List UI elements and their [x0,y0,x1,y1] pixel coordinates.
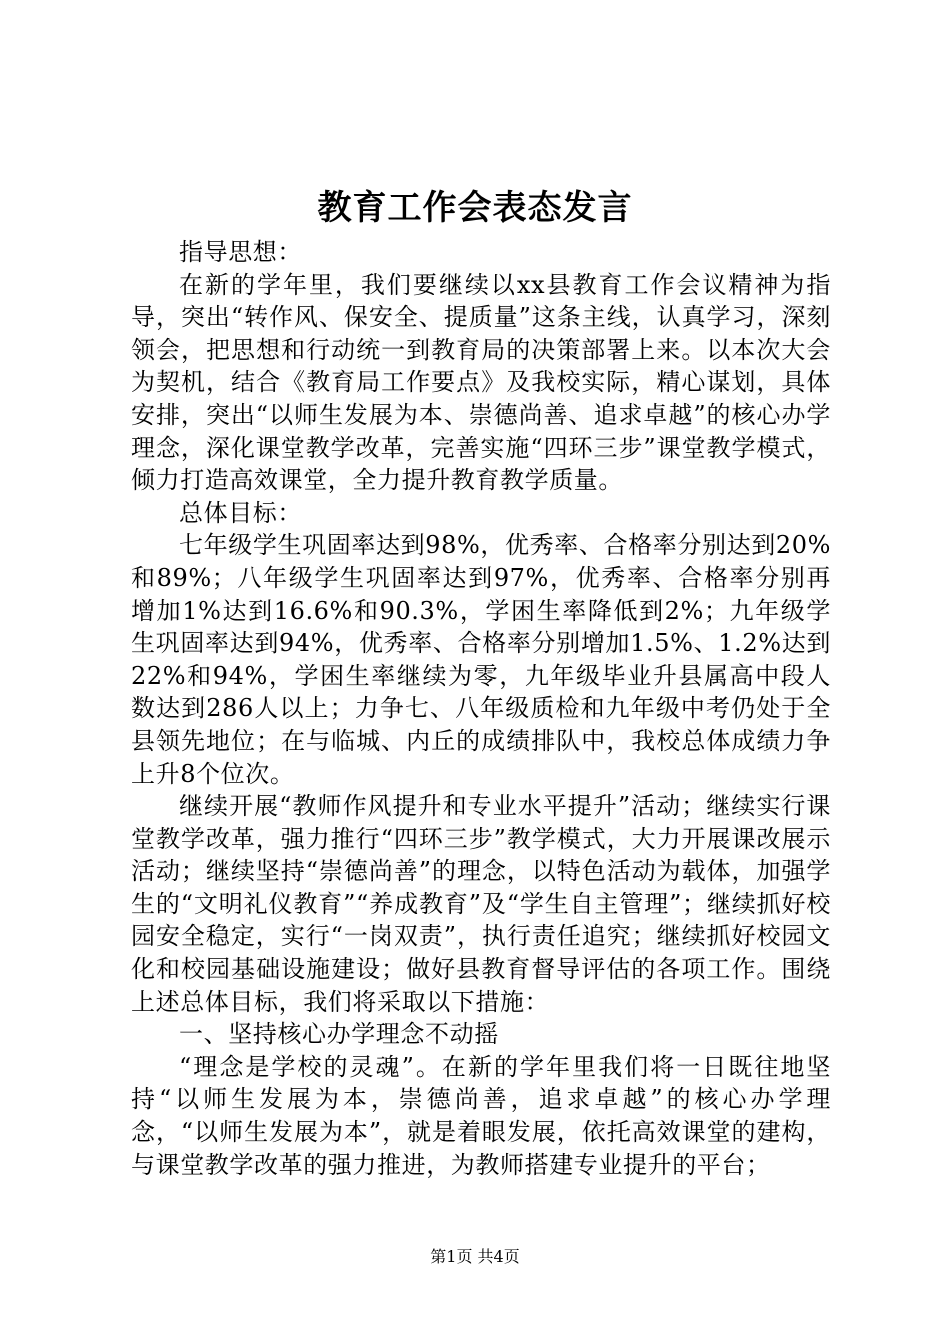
document-title: 教育工作会表态发言 [317,188,633,228]
paragraph-guiding-thought: 在新的学年里，我们要继续以xx县教育工作会议精神为指导，突出“转作风、保安全、提质量”这条主线，认真学习，深刻领会，把思想和行动统一到教育局的决策部署上来。以本次大会为契机，结合《教育局工作要点》及我校实际，精心谋划，具体安排，突出“以师生发展为本、崇德尚善、追求卓越”的核心办学理念，深化课堂教学改革，完善实施“四环三步”课堂教学模式，倾力打造高效课堂，全力提升教育教学质量。 [131,270,831,495]
paragraph-overall-goal: 七年级学生巩固率达到98%，优秀率、合格率分别达到20%和89%；八年级学生巩固率达到97%，优秀率、合格率分别再增加1%达到16.6%和90.3%，学困生率降低到2%；九年级学生巩固率达到94%，优秀率、合格率分别增加1.5%、1.2%达到22%和94%，学困生率继续为零，九年级毕业升县属高中段人数达到286人以上；力争七、八年级质检和九年级中考仍处于全县领先地位；在与临城、内丘的成绩排队中，我校总体成绩力争上升8个位次。 [131,531,831,788]
paragraph-guiding-thought-heading: 指导思想： [179,238,302,266]
paragraph-philosophy: “理念是学校的灵魂”。在新的学年里我们将一日既往地坚持“以师生发展为本，崇德尚善，追求卓越”的核心办学理念，“以师生发展为本”，就是着眼发展，依托高效课堂的建构，与课堂教学改革的强力推进，为教师搭建专业提升的平台； [131,1052,831,1179]
section-heading-one: 一、坚持核心办学理念不动摇 [179,1020,499,1049]
paragraph-activities: 继续开展“教师作风提升和专业水平提升”活动；继续实行课堂教学改革，强力推行“四环三步”教学模式，大力开展课改展示活动；继续坚持“崇德尚善”的理念，以特色活动为载体，加强学生的“文明礼仪教育”“养成教育”及“学生自主管理”；继续抓好校园安全稳定，实行“一岗双责”，执行责任追究；继续抓好校园文化和校园基础设施建设；做好县教育督导评估的各项工作。围绕上述总体目标，我们将采取以下措施： [131,792,831,1016]
page-number-footer: 第1页 共4页 [430,1247,520,1266]
paragraph-overall-goal-heading: 总体目标： [179,498,302,527]
document-body [131,236,831,1181]
